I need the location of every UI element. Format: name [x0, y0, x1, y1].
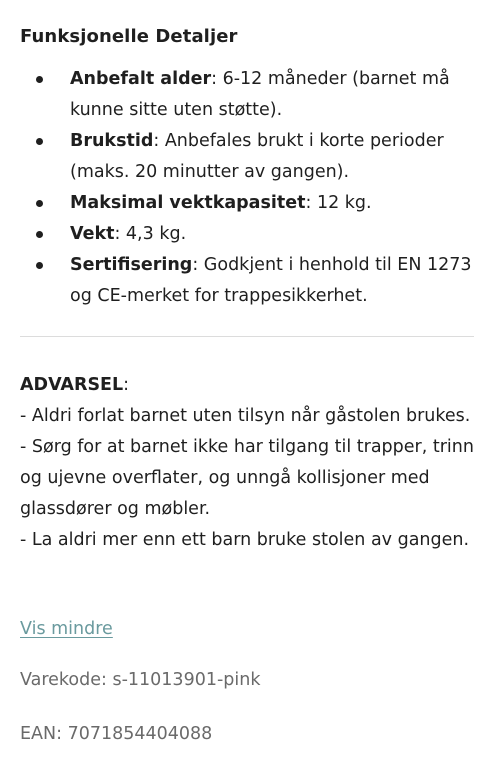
detail-term: Sertifisering [70, 255, 193, 275]
detail-text: : 6-12 måneder (barnet må kunne sitte uten støtte). [70, 69, 450, 120]
detail-item [28, 219, 478, 250]
section-divider [20, 336, 474, 337]
show-less-link[interactable]: Vis mindre [20, 619, 113, 639]
detail-item [28, 64, 478, 126]
warning-title: ADVARSEL [20, 375, 124, 395]
detail-text: : Godkjent i henhold til EN 1273 og CE-merket for trappesikkerhet. [70, 255, 472, 306]
detail-text: : 4,3 kg. [114, 224, 187, 244]
product-ean: EAN: 7071854404088 [20, 724, 213, 744]
detail-term: Anbefalt alder [70, 69, 212, 89]
warning-heading [20, 370, 480, 401]
detail-item [28, 188, 478, 219]
detail-item [28, 250, 478, 312]
detail-term: Maksimal vektkapasitet [70, 193, 306, 213]
detail-item [28, 126, 478, 188]
warning-block [20, 370, 480, 556]
section-title: Funksjonelle Detaljer [20, 26, 238, 47]
warning-line: - La aldri mer enn ett barn bruke stolen av gangen. [20, 530, 470, 550]
detail-text: : Anbefales brukt i korte perioder (maks. 20 minutter av gangen). [70, 131, 444, 182]
warning-title-colon: : [123, 375, 130, 395]
details-list [28, 64, 478, 312]
detail-term: Brukstid [70, 131, 154, 151]
warning-line: - Aldri forlat barnet uten tilsyn når gåstolen brukes. [20, 406, 471, 426]
product-sku: Varekode: s-11013901-pink [20, 670, 261, 690]
detail-term: Vekt [70, 224, 115, 244]
warning-line: - Sørg for at barnet ikke har tilgang til trapper, trinn og ujevne overflater, og unngå kollisjoner med glassdører og møbler. [20, 437, 474, 519]
detail-text: : 12 kg. [305, 193, 372, 213]
